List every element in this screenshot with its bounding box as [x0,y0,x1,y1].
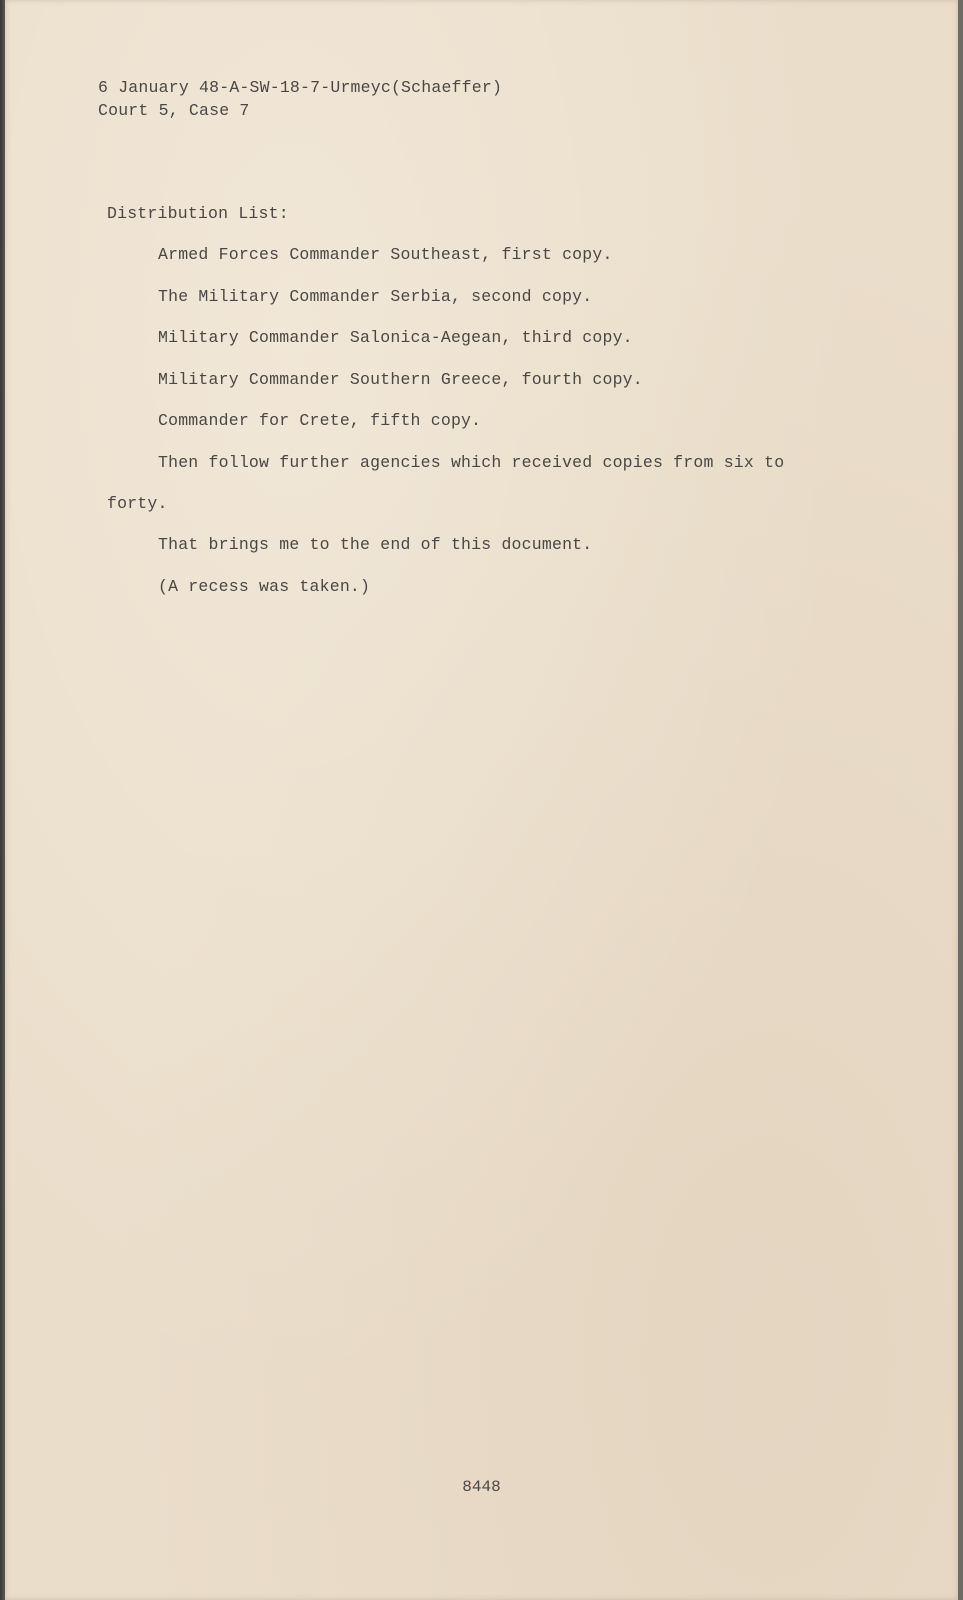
distribution-item: The Military Commander Serbia, second copy. [158,287,593,306]
distribution-item: Commander for Crete, fifth copy. [158,411,482,430]
header-date-reference: 6 January 48-A-SW-18-7-Urmeyc(Schaeffer) [98,78,503,97]
recess-note: (A recess was taken.) [158,577,371,596]
closing-statement: That brings me to the end of this document. [158,535,593,554]
paragraph-line: forty. [107,494,168,513]
distribution-item: Armed Forces Commander Southeast, first copy. [158,245,613,264]
distribution-item: Military Commander Salonica-Aegean, third copy. [158,328,633,347]
distribution-item: Military Commander Southern Greece, fourth copy. [158,370,643,389]
page-number: 8448 [462,1478,501,1496]
header-court-case: Court 5, Case 7 [98,101,250,120]
paragraph-line: Then follow further agencies which received copies from six to [158,453,785,472]
document-page [5,0,958,1600]
distribution-list-heading: Distribution List: [107,204,289,223]
